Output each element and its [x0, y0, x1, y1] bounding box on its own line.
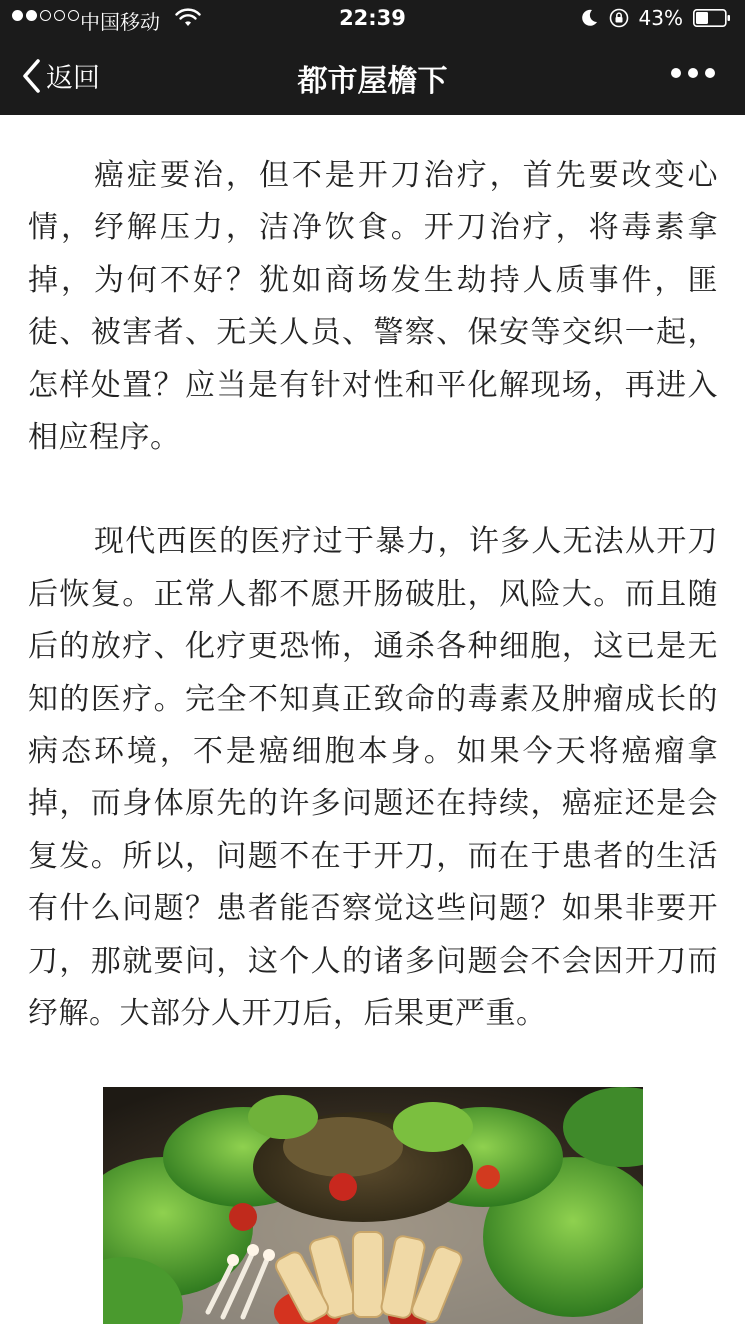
- back-button[interactable]: [20, 56, 100, 95]
- status-bar: [0, 0, 745, 38]
- back-label: 返回: [46, 63, 100, 94]
- article-body: [28, 150, 718, 1041]
- vegetable-dish-photo: [103, 1087, 643, 1324]
- top-header: [0, 0, 745, 115]
- do-not-disturb-moon-icon: [579, 8, 599, 28]
- battery-icon: [693, 9, 731, 27]
- vegetable-dish-illustration: [103, 1087, 643, 1324]
- rotation-lock-icon: [609, 8, 629, 28]
- article-paragraph-2: 现代西医的医疗过于暴力，许多人无法从开刀后恢复。正常人都不愿开肠破肚，风险大。而且随后的放疗、化疗更恐怖，通杀各种细胞，这已是无知的医疗。完全不知真正致命的毒素及肿瘤成长的病态环境，不是癌细胞本身。如果今天将癌瘤拿掉，而身体原先的许多问题还在持续，癌症还是会复发。所以，问题不在于开刀，而在于患者的生活有什么问题？患者能否察觉这些问题？如果非要开刀，那就要问，这个人的诸多问题会不会因开刀而纾解。大部分人开刀后，后果更严重。: [28, 524, 718, 1032]
- battery-percent: 43%: [638, 6, 683, 30]
- article-paragraph-1: 癌症要治，但不是开刀治疗，首先要改变心情，纾解压力，洁净饮食。开刀治疗，将毒素拿掉，为何不好？犹如商场发生劫持人质事件，匪徒、被害者、无关人员、警察、保安等交织一起，怎样处置？应当是有针对性和平化解现场，再进入相应程序。: [28, 158, 718, 456]
- carrier-name: 中国移动: [80, 10, 160, 34]
- page-title: 都市屋檐下: [297, 64, 448, 99]
- navigation-bar: [0, 38, 745, 115]
- chevron-left-icon: [20, 58, 42, 94]
- more-dots-icon[interactable]: [671, 68, 715, 78]
- clock: 22:39: [339, 6, 406, 30]
